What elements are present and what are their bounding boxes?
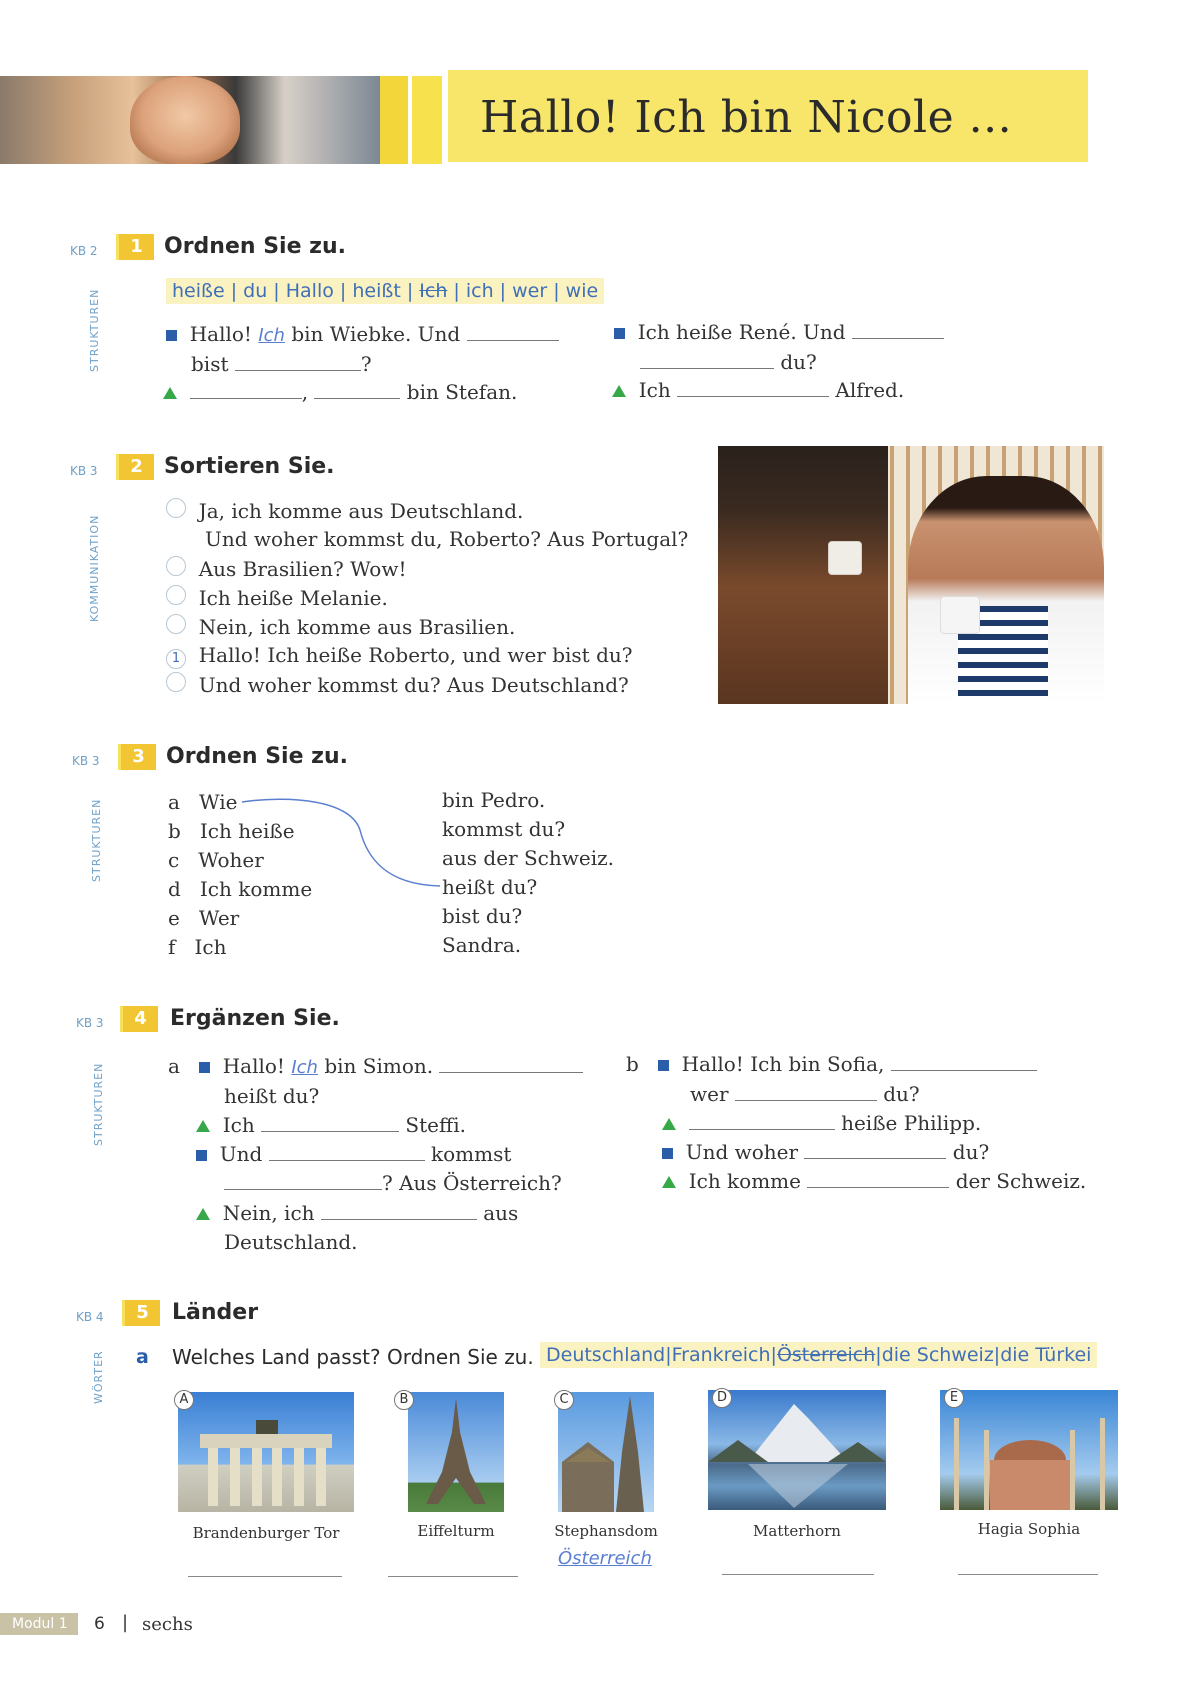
blank-field[interactable] [804,1158,946,1159]
match-right: bist du? [442,904,523,928]
footer-modul-tag: Modul 1 [0,1613,78,1635]
picture-badge: B [394,1390,414,1410]
kb-ref: KB 3 [72,754,100,768]
exercise-number: 4 [120,1006,158,1032]
sort-line-continued: Und woher kommst du, Roberto? Aus Portugal? [205,527,689,551]
picture-caption: Stephansdom [554,1522,658,1540]
gate-shape [178,1392,354,1512]
dialogue-line: bist ? [191,352,372,376]
exercise-side-label: STRUKTUREN [90,798,103,882]
speaker-triangle-icon [163,387,177,399]
blank-field[interactable] [321,1219,477,1220]
cathedral-shape [558,1392,654,1512]
speaker-square-icon [166,330,177,341]
match-left: d Ich komme [168,877,313,901]
word-used: Ich [419,280,448,302]
blank-field[interactable] [852,338,944,339]
exercise-side-label: WÖRTER [92,1350,105,1404]
order-field[interactable]: 1 [166,649,186,669]
speaker-triangle-icon [662,1176,676,1188]
speaker-triangle-icon [612,385,626,397]
dialogue-line: Ich komme der Schweiz. [662,1169,1086,1193]
mosque-shape [940,1390,1118,1510]
kb-ref: KB 3 [76,1016,104,1030]
kb-ref: KB 4 [76,1310,104,1324]
exercise-side-label: STRUKTUREN [88,288,101,372]
cafe-photo [718,446,1104,704]
sub-exercise-label: a [136,1346,149,1368]
sort-line: Nein, ich komme aus Brasilien. [166,614,515,639]
page-word: sechs [142,1614,193,1635]
speaker-triangle-icon [662,1118,676,1130]
eiffelturm-image [408,1392,504,1512]
blank-field[interactable] [467,340,559,341]
word-used: Österreich [776,1344,876,1366]
word: Deutschland [546,1344,666,1366]
word: die Schweiz [881,1344,994,1366]
blank-field[interactable] [190,398,302,399]
hagia-sophia-image [940,1390,1118,1510]
dialogue-line: heißt du? [224,1084,320,1108]
sort-line: 1 Hallo! Ich heiße Roberto, und wer bist du? [166,643,632,669]
speaker-triangle-icon [196,1120,210,1132]
handwritten-answer: Ich [291,1057,318,1078]
handwritten-answer: Ich [258,325,285,346]
blank-field[interactable] [224,1189,382,1190]
word: du [243,280,268,302]
order-field[interactable] [166,614,186,634]
match-left: c Woher [168,848,264,872]
blank-field[interactable] [640,368,774,369]
picture-badge: A [174,1390,194,1410]
match-left: b Ich heiße [168,819,295,843]
blank-field[interactable] [807,1187,949,1188]
photo-cup [940,596,980,634]
blank-field[interactable] [269,1160,425,1161]
dialogue-line: Und woher du? [662,1140,989,1164]
dialogue-line: , bin Stefan. [163,380,517,404]
match-left: a Wie [168,790,238,814]
dialogue-line: Und kommst [196,1142,511,1166]
match-right: bin Pedro. [442,788,546,812]
kb-ref: KB 3 [70,464,98,478]
answer-field[interactable] [958,1574,1098,1575]
dialogue-line: Nein, ich aus [196,1201,518,1225]
word: Hallo [285,280,334,302]
speaker-square-icon [614,328,625,339]
blank-field[interactable] [891,1070,1037,1071]
dialogue-line: Ich heiße René. Und [614,320,944,344]
exercise-title: Sortieren Sie. [164,454,335,479]
match-right: aus der Schweiz. [442,846,615,870]
header-stripe [380,76,408,164]
exercise-number: 5 [122,1300,160,1326]
footer-separator: | [122,1612,129,1633]
blank-field[interactable] [439,1072,583,1073]
header-photo [0,76,380,164]
match-right: heißt du? [442,875,538,899]
match-right: Sandra. [442,933,522,957]
blank-field[interactable] [677,396,829,397]
exercise-number: 2 [116,454,154,480]
sort-line: Ich heiße Melanie. [166,585,388,610]
word-box: heiße | du | Hallo | heißt | Ich | ich | wer | wie [166,278,604,304]
blank-field[interactable] [689,1129,835,1130]
word: die Türkei [1000,1344,1092,1366]
tower-shape [408,1392,504,1512]
picture-caption: Matterhorn [753,1522,841,1540]
picture-badge: E [944,1388,964,1408]
word-box: Deutschland|Frankreich|Österreich|die Schweiz|die Türkei [540,1342,1097,1368]
mountain-shape [708,1390,886,1510]
answer-field[interactable] [388,1576,518,1577]
photo-woman [718,446,888,704]
speaker-square-icon [199,1062,210,1073]
dialogue-line: du? [640,350,817,374]
blank-field[interactable] [235,370,361,371]
exercise-title: Ergänzen Sie. [170,1006,340,1031]
word: wie [565,280,599,302]
dialogue-line: Deutschland. [224,1230,358,1254]
order-field[interactable] [166,585,186,605]
blank-field[interactable] [261,1131,399,1132]
word: heißt [352,280,401,302]
brandenburger-tor-image [178,1392,354,1512]
match-right: kommst du? [442,817,566,841]
word: heiße [172,280,225,302]
header-photo-face [130,76,240,164]
dialogue-line: heiße Philipp. [662,1111,981,1135]
blank-field[interactable] [735,1100,877,1101]
order-field[interactable] [166,672,186,692]
word: wer [512,280,548,302]
picture-badge: C [554,1390,574,1410]
dialogue-line: Ich Steffi. [196,1113,466,1137]
photo-cup [828,541,862,575]
page-title: Hallo! Ich bin Nicole ... [480,92,1013,143]
order-field[interactable] [166,498,186,518]
word: Frankreich [671,1344,771,1366]
picture-caption: Hagia Sophia [977,1520,1081,1538]
match-left: f Ich [168,935,227,959]
speaker-square-icon [662,1148,673,1159]
speaker-square-icon [658,1060,669,1071]
dialogue-line: b Hallo! Ich bin Sofia, [626,1052,1037,1076]
dialogue-line: ? Aus Österreich? [224,1171,562,1195]
answer-field[interactable] [188,1576,342,1577]
blank-field[interactable] [314,398,400,399]
dialogue-line: Ich Alfred. [612,378,904,402]
dialogue-line: a Hallo! Ich bin Simon. [168,1054,583,1078]
exercise-title: Ordnen Sie zu. [164,234,346,259]
sort-line: Ja, ich komme aus Deutschland. [166,498,523,523]
exercise-title: Länder [172,1300,259,1325]
picture-badge: D [712,1388,732,1408]
header-stripe [412,76,442,164]
answer-field[interactable] [722,1574,874,1575]
speaker-square-icon [196,1150,207,1161]
exercise-title: Ordnen Sie zu. [166,744,348,769]
page-number: 6 [94,1614,105,1634]
stephansdom-image [558,1392,654,1512]
word: ich [465,280,494,302]
sub-exercise-title: Welches Land passt? Ordnen Sie zu. [172,1345,534,1369]
match-left: e Wer [168,906,240,930]
exercise-number: 1 [116,234,154,260]
speaker-triangle-icon [196,1208,210,1220]
exercise-number: 3 [118,744,156,770]
sort-line: Und woher kommst du? Aus Deutschland? [166,672,629,697]
sort-line: Aus Brasilien? Wow! [166,556,407,581]
exercise-side-label: STRUKTUREN [92,1062,105,1146]
dialogue-line: wer du? [690,1082,920,1106]
handwritten-answer: Österreich [558,1548,652,1569]
picture-caption: Eiffelturm [417,1522,495,1540]
match-connector-line [230,790,450,900]
order-field[interactable] [166,556,186,576]
dialogue-line: Hallo! Ich bin Wiebke. Und [166,322,559,346]
exercise-side-label: KOMMUNIKATION [88,514,101,622]
matterhorn-image [708,1390,886,1510]
picture-caption: Brandenburger Tor [192,1524,340,1542]
kb-ref: KB 2 [70,244,98,258]
